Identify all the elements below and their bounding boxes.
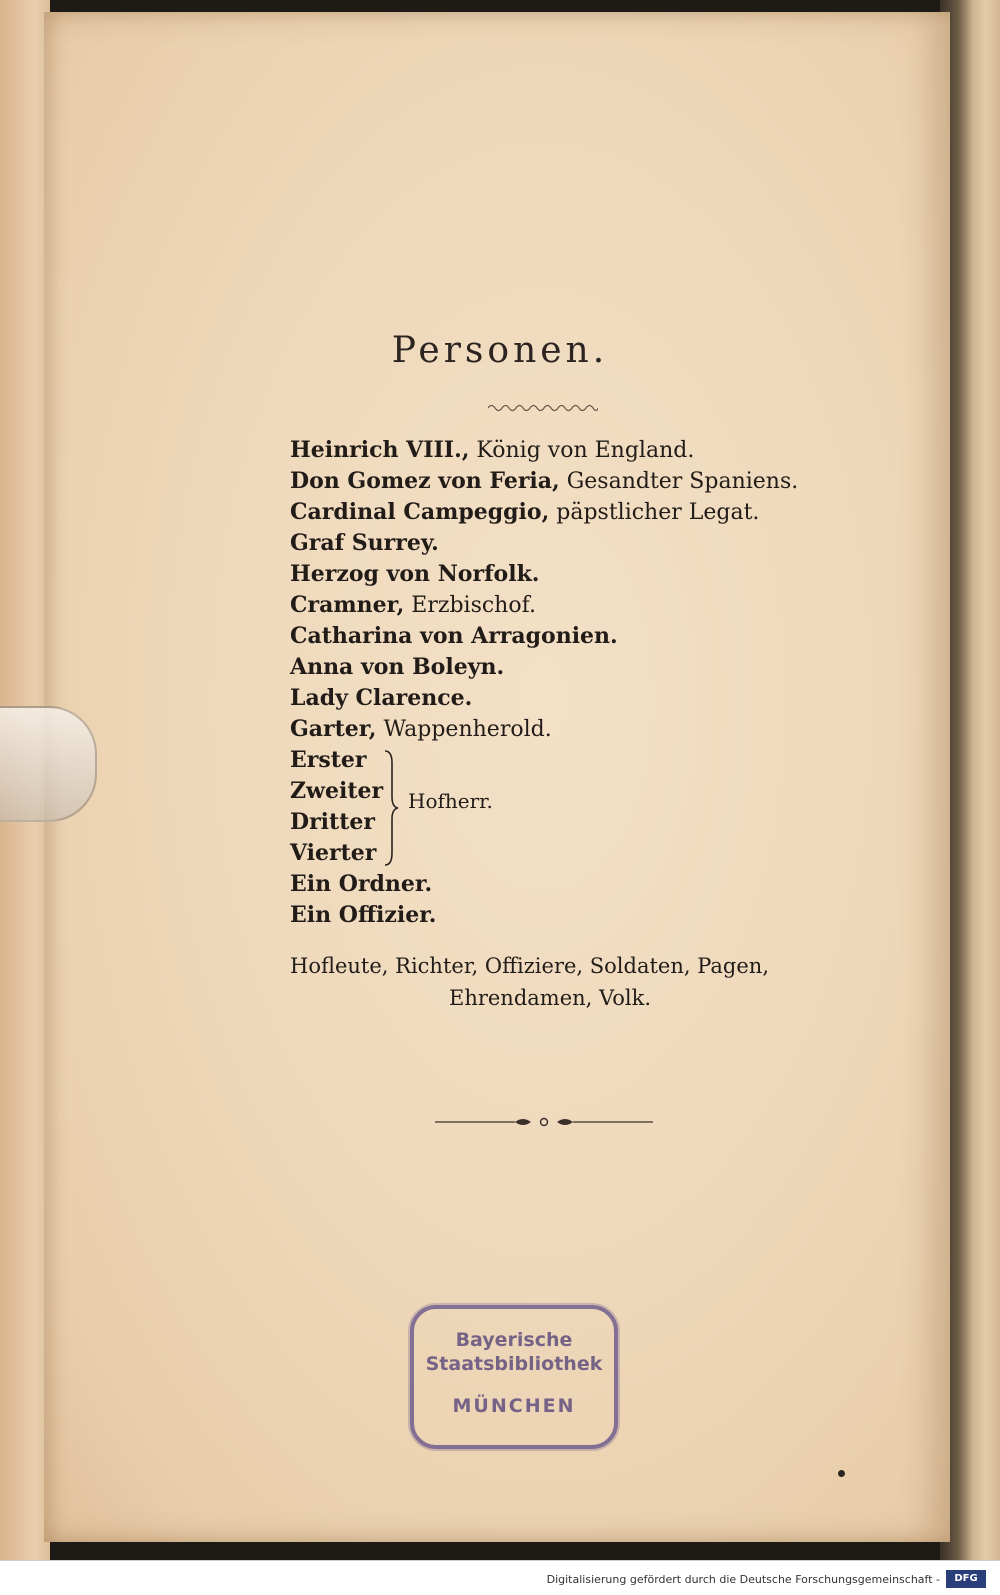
bookmark-clip xyxy=(0,706,97,822)
character-entry xyxy=(290,466,798,497)
page-heading: Personen. xyxy=(391,330,609,371)
character-entry xyxy=(290,869,798,900)
courtier-name: Zweiter xyxy=(290,778,384,804)
wavy-rule xyxy=(488,402,598,414)
character-name: Cramner, xyxy=(290,592,405,618)
character-entry xyxy=(290,900,798,931)
character-name: Heinrich VIII., xyxy=(290,437,470,463)
extras-line: Ehrendamen, Volk. xyxy=(448,986,652,1010)
courtier-role: Hofherr. xyxy=(408,789,493,813)
footer-credit: Digitalisierung gefördert durch die Deutsche Forschungsgemeinschaft - xyxy=(546,1573,940,1586)
character-list xyxy=(290,435,798,931)
character-role: Gesandter Spaniens. xyxy=(566,469,799,494)
library-stamp xyxy=(410,1305,618,1449)
character-role: Erzbischof. xyxy=(411,593,536,618)
character-entry xyxy=(290,683,798,714)
character-entry xyxy=(290,652,798,683)
footer-bar xyxy=(0,1560,1000,1595)
courtier-name: Dritter xyxy=(290,809,375,835)
character-name: Ein Ordner. xyxy=(290,871,433,897)
stamp-line: MÜNCHEN xyxy=(452,1395,576,1417)
character-name: Garter, xyxy=(290,716,377,742)
character-entry xyxy=(290,528,798,559)
character-name: Lady Clarence. xyxy=(290,685,473,711)
character-name: Anna von Boleyn. xyxy=(290,654,505,680)
character-role: König von England. xyxy=(476,438,695,463)
extras-list xyxy=(290,950,810,1014)
extras-line: Hofleute, Richter, Offiziere, Soldaten, Pagen, xyxy=(290,954,770,978)
character-name: Catharina von Arragonien. xyxy=(290,623,618,649)
character-entry xyxy=(290,621,798,652)
dfg-logo[interactable]: DFG xyxy=(946,1570,986,1588)
courtier-name: Vierter xyxy=(290,840,377,866)
stamp-line: Staatsbibliothek xyxy=(425,1353,603,1375)
character-name: Herzog von Norfolk. xyxy=(290,561,540,587)
character-role: päpstlicher Legat. xyxy=(556,500,760,525)
character-name: Don Gomez von Feria, xyxy=(290,468,560,494)
ink-dot xyxy=(838,1470,845,1477)
character-name: Ein Offizier. xyxy=(290,902,437,928)
character-entry xyxy=(290,435,798,466)
courtier-group xyxy=(290,745,798,869)
character-role: Wappenherold. xyxy=(383,717,552,742)
character-name: Cardinal Campeggio, xyxy=(290,499,550,525)
character-entry xyxy=(290,497,798,528)
curly-brace xyxy=(382,749,400,867)
ornament-rule xyxy=(435,1112,653,1132)
character-entry xyxy=(290,590,798,621)
courtier-name: Erster xyxy=(290,747,367,773)
character-entry xyxy=(290,559,798,590)
character-entry xyxy=(290,714,798,745)
character-name: Graf Surrey. xyxy=(290,530,439,556)
stamp-line: Bayerische xyxy=(455,1329,573,1351)
